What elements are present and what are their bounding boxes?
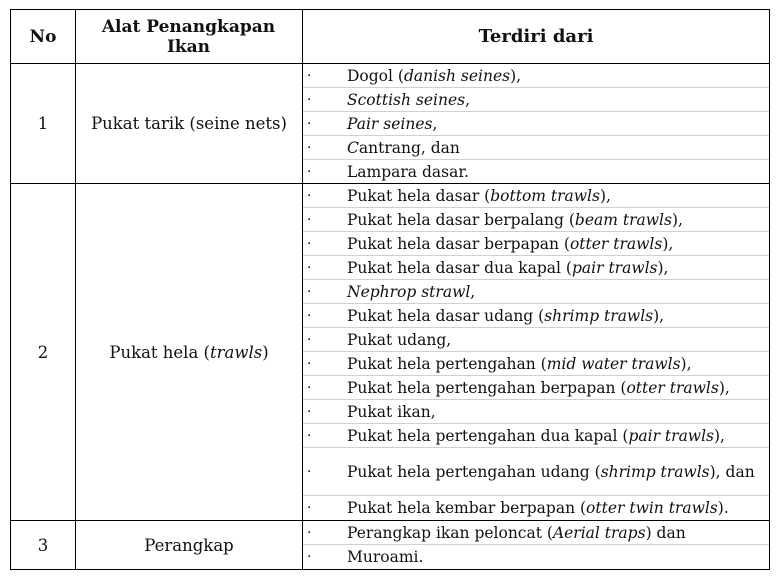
text-fragment: ,	[432, 114, 438, 133]
row-3-no: 3	[37, 535, 49, 555]
bullet-icon: ·	[307, 427, 312, 444]
list-item-text	[347, 259, 668, 277]
italic-term: bottom trawls	[490, 186, 600, 205]
list-item	[303, 232, 769, 256]
bullet-icon: ·	[307, 355, 312, 372]
italic-term: danish seines	[403, 66, 511, 85]
header-terdiri: Terdiri dari	[478, 25, 594, 47]
italic-term: otter trawls	[626, 378, 719, 397]
list-item-text	[347, 463, 755, 481]
text-fragment: Pukat hela dasar (	[347, 186, 491, 205]
text-fragment: ).	[717, 499, 729, 517]
bullet-icon: ·	[307, 67, 312, 84]
bullet-icon: ·	[307, 163, 312, 180]
italic-term: pair trawls	[628, 426, 714, 445]
text-fragment: ),	[718, 378, 730, 397]
list-item-text	[347, 307, 664, 325]
text-fragment: Pukat hela dasar berpalang (	[347, 210, 575, 229]
row-2-items	[303, 184, 769, 520]
header-no: No	[29, 26, 57, 47]
list-item-text	[347, 163, 469, 181]
italic-term: otter twin trawls	[586, 499, 718, 517]
column-divider	[75, 10, 76, 569]
bullet-icon: ·	[307, 259, 312, 276]
bullet-icon: ·	[307, 211, 312, 228]
text-fragment: Lampara dasar.	[347, 162, 469, 181]
list-item	[303, 545, 769, 569]
list-item-text	[347, 115, 437, 133]
text-fragment: Perangkap ikan peloncat (	[347, 523, 553, 542]
text-fragment: Pukat ikan,	[347, 402, 436, 421]
bullet-icon: ·	[307, 235, 312, 252]
bullet-icon: ·	[307, 379, 312, 396]
text-fragment: Pukat hela pertengahan berpapan (	[347, 378, 627, 397]
text-fragment: Pukat hela kembar berpapan (	[347, 499, 587, 517]
list-item-text	[347, 427, 725, 445]
list-item	[303, 256, 769, 280]
list-item-text	[347, 283, 475, 301]
list-item-text	[347, 331, 451, 349]
header-alat: Alat Penangkapan Ikan	[101, 16, 276, 57]
list-item	[303, 424, 769, 448]
italic-term: shrimp trawls	[544, 306, 654, 325]
italic-term: trawls	[209, 342, 263, 362]
list-item-text	[347, 524, 686, 542]
bullet-icon: ·	[307, 187, 312, 204]
text-fragment: Pukat hela pertengahan udang (	[347, 462, 601, 481]
list-item-text	[347, 379, 730, 397]
list-item	[303, 160, 769, 183]
italic-term: mid water trawls	[546, 354, 681, 373]
text-fragment: Pukat hela dasar dua kapal (	[347, 258, 572, 277]
bullet-icon: ·	[307, 524, 312, 541]
text-fragment: ) dan	[645, 523, 686, 542]
list-item-text	[347, 211, 683, 229]
italic-term: shrimp trawls	[600, 462, 710, 481]
list-item	[303, 88, 769, 112]
list-item-text	[347, 548, 423, 566]
list-item	[303, 280, 769, 304]
text-fragment: ),	[653, 306, 665, 325]
row-3-name: Perangkap	[144, 535, 234, 555]
bullet-icon: ·	[307, 283, 312, 300]
italic-term: C	[347, 138, 359, 157]
list-item-text	[347, 403, 436, 421]
text-fragment: )	[262, 342, 269, 362]
bullet-icon: ·	[307, 549, 312, 565]
text-fragment: ),	[510, 66, 522, 85]
text-fragment: ),	[662, 234, 674, 253]
italic-term: Scottish seines	[347, 90, 466, 109]
list-item	[303, 521, 769, 545]
row-3-items	[303, 521, 769, 569]
list-item-text	[347, 235, 673, 253]
italic-term: Nephrop strawl	[347, 282, 471, 301]
text-fragment: Pukat hela (	[109, 342, 210, 362]
list-item-text	[347, 499, 729, 517]
bullet-icon: ·	[307, 139, 312, 156]
list-item-text	[347, 187, 611, 205]
text-fragment: Pukat hela dasar udang (	[347, 306, 545, 325]
text-fragment: ),	[657, 258, 669, 277]
bullet-icon: ·	[307, 500, 312, 516]
text-fragment: ),	[713, 426, 725, 445]
list-item	[303, 400, 769, 424]
row-1-name: Pukat tarik (seine nets)	[91, 114, 287, 133]
text-fragment: Pukat hela pertengahan dua kapal (	[347, 426, 629, 445]
text-fragment: ,	[470, 282, 476, 301]
list-item	[303, 136, 769, 160]
text-fragment: ),	[671, 210, 683, 229]
list-item	[303, 64, 769, 88]
list-item-text	[347, 139, 460, 157]
list-item	[303, 184, 769, 208]
bullet-icon: ·	[307, 91, 312, 108]
row-1-items	[303, 64, 769, 183]
text-fragment: ),	[680, 354, 692, 373]
list-item	[303, 448, 769, 496]
text-fragment: Pukat udang,	[347, 330, 452, 349]
text-fragment: Dogol (	[347, 66, 404, 85]
italic-term: otter trawls	[569, 234, 663, 253]
text-fragment: Muroami.	[347, 548, 424, 566]
text-fragment: ),	[599, 186, 611, 205]
italic-term: Aerial traps	[552, 523, 646, 542]
list-item-text	[347, 91, 470, 109]
bullet-icon: ·	[307, 463, 312, 480]
text-fragment: ,	[465, 90, 471, 109]
row-2-name	[77, 184, 301, 520]
list-item	[303, 376, 769, 400]
list-item	[303, 304, 769, 328]
list-item	[303, 496, 769, 520]
row-1-no: 1	[37, 114, 49, 133]
list-item-text	[347, 355, 692, 373]
text-fragment: antrang, dan	[358, 138, 460, 157]
text-fragment: Pukat hela dasar berpapan (	[347, 234, 570, 253]
row-2-no: 2	[37, 342, 49, 362]
list-item	[303, 328, 769, 352]
bullet-icon: ·	[307, 307, 312, 324]
list-item	[303, 112, 769, 136]
fishing-gear-table	[10, 9, 770, 570]
italic-term: beam trawls	[574, 210, 672, 229]
list-item-text	[347, 67, 521, 85]
bullet-icon: ·	[307, 331, 312, 348]
bullet-icon: ·	[307, 403, 312, 420]
bullet-icon: ·	[307, 115, 312, 132]
italic-term: pair trawls	[571, 258, 658, 277]
text-fragment: ), dan	[709, 462, 755, 481]
list-item	[303, 208, 769, 232]
italic-term: Pair seines	[347, 114, 433, 133]
list-item	[303, 352, 769, 376]
text-fragment: Pukat hela pertengahan (	[347, 354, 547, 373]
